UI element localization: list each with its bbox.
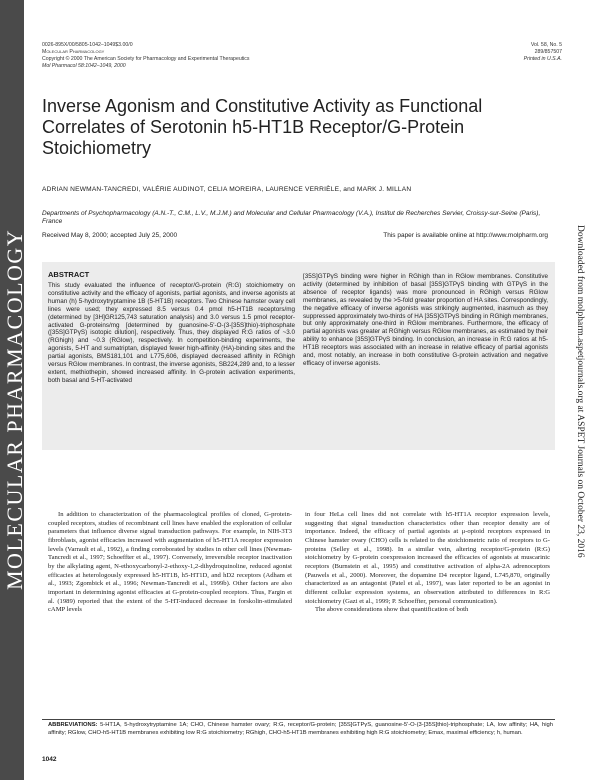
page-number: 1042 <box>42 756 57 763</box>
body-paragraph: in four HeLa cell lines did not correlate with h5-HT1A receptor expression levels, suggesting that signal transduction characteristics other than receptor density are of importance. Indeed, the efficacy of partial agonists at μ-opioid receptors expressed in Chinese hamster ovary (CHO) cells is related to the stoichiometric ratio of receptors to G-proteins (Selley et al., 1998). In a similar vein, altering receptor/G-protein (R:G) stoichiometry by G-protein coexpression increased the efficacies of agonists at muscarinic receptors (Burnstein et al., 1995) and constitutive activation of alpha-2A adrenoceptors (Pauwels et al., 2000). Moreover, the dopamine D4 receptor ligand, L745,870, originally characterized as an antagonist (Patel et al., 1997), was later reported to be an agonist in different cellular expression systems, an observation attributed to differences in R:G stoichiometry (Gazi et al., 1999; P. Schoeffter, personal communication). <box>305 511 550 605</box>
received-dates: Received May 8, 2000; accepted July 25, 2000 <box>42 232 178 239</box>
header-left-line: Molecular Pharmacology <box>42 49 105 55</box>
header-right-line: Vol. 58, No. 5 <box>530 42 562 48</box>
abstract-text-right: [35S]GTPγS binding were higher in RGhigh than in RGlow membranes. Constitutive activity (determined by inhibition of basal [35S]GTPγS binding with GTPγS in the absence of receptor ligands) was more pronounced in RGhigh versus RGlow membranes, as revealed by the >5-fold greater proportion of HA sites. Correspondingly, the negative efficacy of inverse agonists was strikingly augmented, inasmuch as they suppressed approximately two-thirds of HA [35S]GTPγS binding in RGhigh membranes, but only approximately one-third in RGlow membranes. Furthermore, the efficacy of partial agonists was greater at RGhigh versus RGlow membranes, as estimated by their ability to enhance [35S]GTPγS binding. In conclusion, an increase in R:G ratios at h5-HT1B receptors was associated with an increase in relative efficacy of partial agonists and, most notably, an increase in both constitutive G-protein activation and negative efficacy of inverse agonists. <box>303 273 548 367</box>
body-paragraph: In addition to characterization of the pharmacological profiles of cloned, G-protein-coupled receptors, studies of recombinant cell lines have enabled the exploration of cellular parameters that influence diverse signal transduction pathways. For example, in NIH-3T3 fibroblasts, agonist efficacies increased with augmentation of h5-HT1A receptor expression levels (Varrault et al., 1992), a finding corroborated by studies in other cell lines (Newman-Tancredi et al., 1997; Schoeffter et al., 1997). Conversely, irreversible receptor inactivation by the alkylating agent, N-ethoxycarbonyl-2-ethoxy-1,2-dihydroquinoline, reduced agonist efficacies at heterologously expressed h5-HT1B, h5-HT1D, and hD2 receptors (Adham et al., 1993; Zgombick et al., 1996; Newman-Tancredi et al., 1999b). Other factors are also important in determining agonist efficacies at G-protein-coupled receptors. Thus, Fargin et al. (1989) reported that the extent of the 5-HT-induced decrease in forskolin-stimulated cAMP levels <box>48 511 292 614</box>
body-column-left <box>48 511 292 615</box>
abbreviations-label: ABBREVIATIONS: <box>48 722 98 728</box>
affiliation: Departments of Psychopharmacology (A.N.-T., C.M., L.V., M.J.M.) and Molecular and Cellular Pharmacology (V.A.), Institut de Recherches Servier, Croissy-sur-Seine (Paris), France <box>42 210 541 226</box>
article-title: Inverse Agonism and Constitutive Activity as Functional Correlates of Serotonin h5-HT1B Receptor/G-Protein Stoichiometry <box>42 96 483 158</box>
body-column-right <box>305 511 550 615</box>
abstract-text-left: This study evaluated the influence of receptor/G-protein (R:G) stoichiometry on constitutive activity and the efficacy of agonists, partial agonists, and inverse agonists at human (h) 5-hydroxytryptamine 1B (5-HT1B) receptors. Two Chinese hamster ovary cell lines were used; they expressed 8.5 versus 0.4 pmol h5-HT1B receptors/mg (determined by [3H]GR125,743 saturation analysis) and 3.0 versus 1.5 pmol receptor-activated G-proteins/mg [determined by guanosine-5'-O-(3-[35S]thio)-triphosphate ([35S]GTPγS) isotopic dilution], respectively. Thus, they displayed R:G ratios of ~3.0 (RGhigh) and ~0.3 (RGlow), respectively. In competition-binding experiments, the agonists, 5-HT and sumatriptan, displayed fewer high-affinity (HA)-binding sites and the partial agonists, BMS181,101 and L775,606, displayed decreased affinity in RGhigh versus RGlow membranes. In contrast, the inverse agonists, SB224,289 and, to a lesser extent, methiothepin, showed increased affinity. In G-protein activation experiments, both basal and 5-HT-activated <box>48 282 295 384</box>
body-paragraph: The above considerations show that quantification of both <box>315 606 469 614</box>
abstract-heading: ABSTRACT <box>48 270 90 279</box>
header-left-line: Mol Pharmacol 58:1042–1049, 2000 <box>42 63 126 69</box>
journal-sidebar <box>0 0 27 780</box>
abbreviations-text: 5-HT1A, 5-hydroxytryptamine 1A; CHO, Chinese hamster ovary; R:G, receptor/G-protein; [35S]GTPγS, guanosine-5'-O-(3-[35S]thio)-triphosphate; LA, low affinity; HA, high affinity; RGlow, CHO-h5-HT1B membranes exhibiting low R:G stoichiometry; RGhigh, CHO-h5-HT1B membranes exhibiting high R:G stoichiometry; Emax, maximal efficiency; h, human. <box>48 722 553 736</box>
journal-sidebar-title: MOLECULAR PHARMACOLOGY <box>2 228 27 590</box>
author-list: ADRIAN NEWMAN-TANCREDI, VALÉRIE AUDINOT, CELIA MOREIRA, LAURENCE VERRIÈLE, and MARK J. MILLAN <box>42 186 412 193</box>
header-right-line: 289/857507 <box>534 49 562 55</box>
header-right <box>524 42 562 63</box>
footnote-divider <box>42 719 555 720</box>
header-left <box>42 42 250 70</box>
header-left-line: 0026-895X/00/5805-1042–1049$3.00/0 <box>42 42 133 48</box>
header-right-line: Printed in U.S.A. <box>523 56 562 62</box>
online-availability: This paper is available online at http://www.molpharm.org <box>383 232 548 239</box>
abbreviations-footnote <box>48 722 553 738</box>
header-left-line: Copyright © 2000 The American Society for Pharmacology and Experimental Therapeutics <box>42 56 250 62</box>
download-watermark: Downloaded from molpharm.aspetjournals.org at ASPET Journals on October 23, 2016 <box>575 225 585 558</box>
